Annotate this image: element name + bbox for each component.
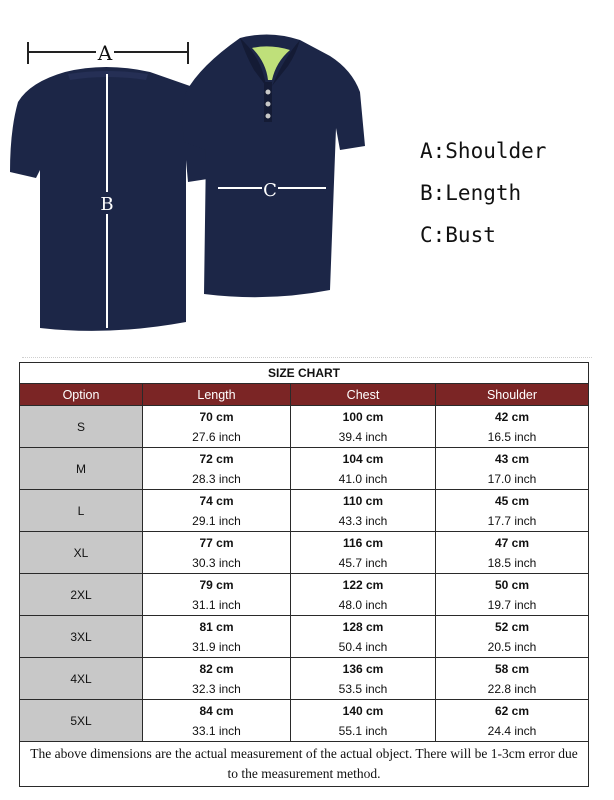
shoulder-cm: 47 cm [494,535,530,550]
shoulder-inch: 18.5 inch [487,555,537,570]
length-cell [143,574,291,616]
shoulder-cm: 58 cm [494,661,530,676]
chest-inch: 45.7 inch [338,555,388,570]
chest-cm: 128 cm [342,619,384,634]
table-row [20,658,589,700]
legend-item-length: B:Length [420,181,522,205]
shoulder-cm: 52 cm [494,619,530,634]
chest-cm: 116 cm [342,535,384,550]
table-row [20,616,589,658]
chest-inch: 43.3 inch [338,513,388,528]
header-shoulder: Shoulder [436,384,589,406]
header-option: Option [20,384,143,406]
length-cm: 84 cm [199,703,234,718]
size-cell: XL [20,532,143,574]
length-inch: 29.1 inch [192,513,241,528]
chest-cm: 122 cm [342,577,384,592]
shoulder-cell [436,616,589,658]
table-row [20,448,589,490]
length-cell [143,658,291,700]
length-inch: 31.1 inch [192,597,241,612]
shoulder-cm: 45 cm [494,493,530,508]
chest-cm: 136 cm [342,661,384,676]
size-cell: 4XL [20,658,143,700]
length-inch: 30.3 inch [192,555,241,570]
length-inch: 31.9 inch [192,639,241,654]
measurement-legend [420,130,546,256]
chest-inch: 39.4 inch [338,429,388,444]
shoulder-cell [436,406,589,448]
chest-cm: 100 cm [342,409,384,424]
legend-item-shoulder: A:Shoulder [420,139,547,163]
shoulder-cell [436,532,589,574]
size-chart [19,362,588,787]
chest-cm: 110 cm [342,493,384,508]
length-cm: 82 cm [199,661,234,676]
chest-cell [291,532,436,574]
shoulder-inch: 17.0 inch [487,471,537,486]
length-cell [143,700,291,742]
size-cell: 2XL [20,574,143,616]
length-cm: 77 cm [199,535,234,550]
shoulder-inch: 24.4 inch [487,723,537,738]
shoulder-cell [436,658,589,700]
length-inch: 27.6 inch [192,429,241,444]
chest-cell [291,700,436,742]
measurement-note: The above dimensions are the actual measurement of the actual object. There will be 1-3cm error due to the measurement method. [20,742,589,787]
length-cm: 79 cm [199,577,234,592]
header-chest: Chest [291,384,436,406]
shoulder-inch: 20.5 inch [487,639,537,654]
size-chart-table [19,362,589,787]
length-cm: 81 cm [199,619,234,634]
length-cell [143,490,291,532]
length-inch: 33.1 inch [192,723,241,738]
length-cell [143,532,291,574]
shirt-front-view [182,34,365,297]
size-cell: 3XL [20,616,143,658]
table-row [20,700,589,742]
chest-cm: 140 cm [342,703,384,718]
length-inch: 28.3 inch [192,471,241,486]
size-cell: M [20,448,143,490]
shoulder-cell [436,490,589,532]
shoulder-inch: 22.8 inch [487,681,537,696]
length-cell [143,616,291,658]
shoulder-cm: 42 cm [494,409,530,424]
chest-inch: 41.0 inch [338,471,388,486]
size-cell: S [20,406,143,448]
length-inch: 32.3 inch [192,681,241,696]
shoulder-cell [436,574,589,616]
label-c: C [263,180,277,201]
chest-cm: 104 cm [342,451,384,466]
shoulder-cell [436,448,589,490]
shoulder-inch: 19.7 inch [487,597,537,612]
chest-cell [291,574,436,616]
chest-cell [291,658,436,700]
chest-inch: 48.0 inch [338,597,388,612]
divider [22,357,592,358]
shoulder-cm: 50 cm [494,577,530,592]
chest-inch: 53.5 inch [338,681,388,696]
label-b: B [100,194,114,215]
chest-cell [291,490,436,532]
chest-inch: 55.1 inch [338,723,388,738]
size-cell: 5XL [20,700,143,742]
table-row [20,490,589,532]
size-cell: L [20,490,143,532]
length-cell [143,448,291,490]
shoulder-cm: 43 cm [494,451,530,466]
shoulder-inch: 16.5 inch [487,429,537,444]
legend-item-bust: C:Bust [420,223,496,247]
length-cm: 70 cm [199,409,234,424]
chest-cell [291,616,436,658]
table-row [20,406,589,448]
shoulder-cell [436,700,589,742]
chest-inch: 50.4 inch [338,639,388,654]
length-cm: 72 cm [199,451,234,466]
shoulder-inch: 17.7 inch [487,513,537,528]
table-row [20,532,589,574]
shoulder-cm: 62 cm [494,703,530,718]
chest-cell [291,448,436,490]
chest-cell [291,406,436,448]
length-cell [143,406,291,448]
header-length: Length [143,384,291,406]
table-row [20,574,589,616]
length-cm: 74 cm [199,493,234,508]
table-title: SIZE CHART [20,363,589,384]
label-a: A [97,41,113,65]
